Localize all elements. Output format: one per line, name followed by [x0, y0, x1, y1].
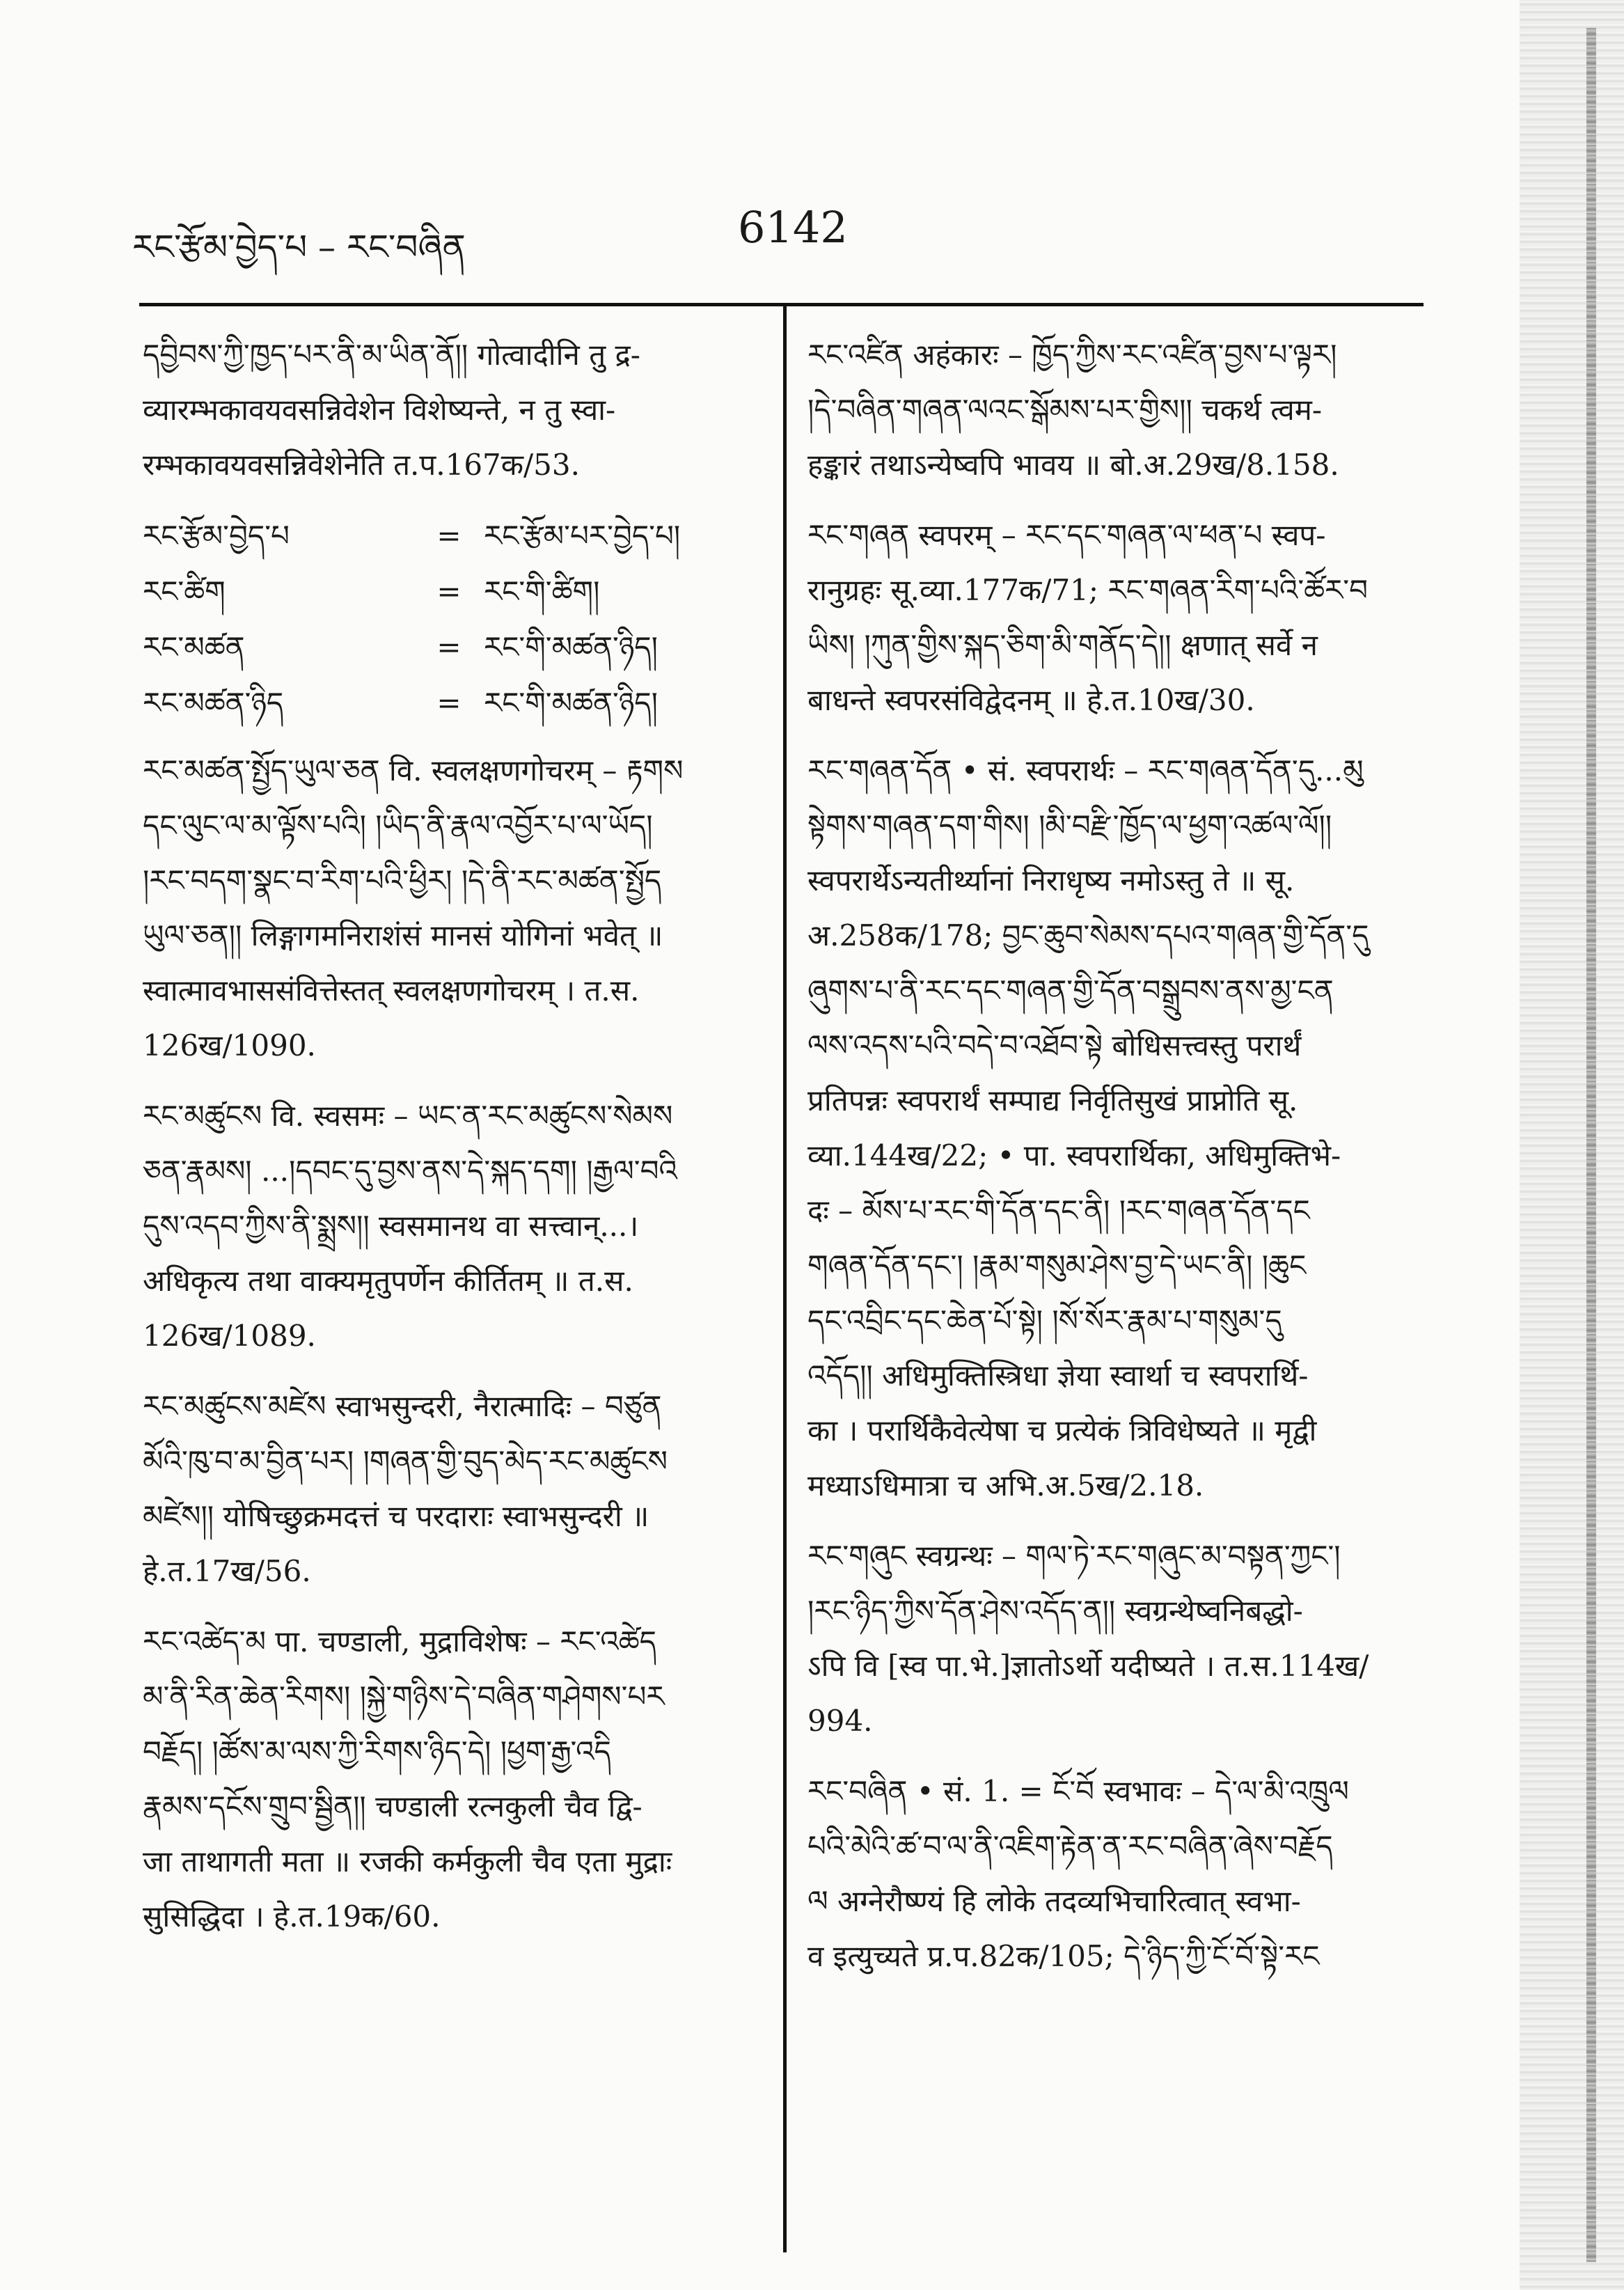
entry-line: ཡིས། །ཀུན་གྱིས་སྐད་ཅིག་མི་གནོད་དེ།། क्षणात् सर्वे न: [807, 628, 1318, 662]
entry-line: ཞུགས་པ་ནི་རང་དང་གཞན་གྱི་དོན་བསྒྲུབས་ནས་མྱ་ངན: [807, 973, 1334, 1007]
entry-line: མོའི་ཁུ་བ་མ་བྱིན་པར། །གཞན་གྱི་བུད་མེད་རང་མཚུངས: [143, 1444, 668, 1478]
dictionary-entry: [143, 743, 766, 1073]
eq-term: རང་མཚན་ཉིད: [143, 685, 284, 720]
entry-line: དབྱིབས་ཀྱི་ཁྱད་པར་ནི་མ་ཡིན་ནོ།། गोत्वादीनि तु द्र-: [143, 338, 640, 372]
entry-line: अधिकृत्य तथा वाक्यमृतुपर्णेन कीर्तितम् ॥ त.स.: [143, 1264, 633, 1298]
entry-line: །རང་ཉིད་ཀྱིས་དོན་ཤེས་འདོད་ན།། स्वग्रन्थेष्वनिबद्धो-: [807, 1594, 1303, 1628]
dictionary-entry: [807, 743, 1427, 1513]
entry-line: स्वपरार्थेऽन्यतीर्थ्यानां निराधृष्य नमोऽस्तु ते ॥ सू.: [807, 863, 1295, 897]
entry-line: ཡུལ་ཅན།། लिङ्गागमनिराशंसं मानसं योगिनां भवेत् ॥: [143, 918, 663, 952]
dictionary-entry: [143, 1088, 766, 1363]
entry-line: का । परार्थिकैवेत्येषा च प्रत्येकं त्रिविधेष्यते ॥ मृद्वी: [807, 1413, 1317, 1448]
entry-line: མ་ནི་རིན་ཆེན་རིགས། །སྐྱེ་གཉིས་དེ་བཞིན་གཤེགས་པར: [143, 1679, 665, 1713]
entry-line: सुसिद्धिदा । हे.त.19क/60.: [143, 1899, 441, 1934]
entry-line: །རང་བདག་སྣང་བ་རིག་པའི་ཕྱིར། །དེ་ནི་རང་མཚན་སྤྱོད: [143, 863, 662, 897]
entry-line: སྟེགས་གཞན་དག་གིས། །མི་བརྫི་ཁྱོད་ལ་ཕྱག་འཚལ་ལོ།།: [807, 808, 1332, 842]
entry-line: དང་ལུང་ལ་མ་ལྟོས་པའི། །ཡིད་ནི་རྣལ་འབྱོར་པ་ལ་ཡོད།: [143, 808, 653, 842]
left-column: [143, 327, 766, 1959]
page-number: 6142: [738, 202, 848, 253]
dictionary-entry: [143, 1379, 766, 1599]
equivalence-row: [143, 619, 766, 675]
header-rule: [139, 303, 1424, 306]
entry-line: प्रतिपन्नः स्वपरार्थं सम्पाद्य निर्वृतिसुखं प्राप्नोति सू.: [807, 1083, 1298, 1117]
eq-term: རང་མཚན: [143, 629, 245, 664]
entry-line: बाधन्ते स्वपरसंविद्वेदनम् ॥ हे.त.10ख/30.: [807, 683, 1255, 717]
column-divider: [783, 303, 787, 2252]
entry-line: रम्भकावयवसन्निवेशेनेति त.प.167क/53.: [143, 448, 580, 482]
entry-line: རང་འཚེད་མ पा. चण्डाली, मुद्राविशेषः – རང་འཚེད: [143, 1624, 656, 1658]
entry-line: व्या.144ख/22; • पा. स्वपरार्थिका, अधिमुक्तिभे-: [807, 1138, 1341, 1173]
equivalence-row: [143, 563, 766, 619]
entry-line: 126ख/1090.: [143, 1028, 316, 1062]
eq-sign: =: [436, 518, 462, 553]
dictionary-entry: [807, 327, 1427, 492]
entry-line: མཛེས།། योषिच्छुक्रमदत्तं च परदाराः स्वाभसुन्दरी ॥: [143, 1499, 649, 1533]
dictionary-entry: [807, 508, 1427, 728]
entry-line: अ.258क/178; བྱང་ཆུབ་སེམས་དཔའ་གཞན་གྱི་དོན་དུ: [807, 918, 1369, 952]
entry-line: འདོད།། अधिमुक्तिस्त्रिधा ज्ञेया स्वार्था च स्वपरार्थि-: [807, 1358, 1309, 1393]
entry-line: स्वात्मावभाससंवित्तेस्तत् स्वलक्षणगोचरम् । त.स.: [143, 973, 640, 1007]
eq-synonym: རང་གི་མཚན་ཉིད།: [484, 629, 658, 664]
entry-line: རང་མཚུངས་མཛེས स्वाभसुन्दरी, नैरात्मादिः – བཙུན: [143, 1389, 662, 1423]
eq-synonym: རང་གི་ཚིག།: [484, 574, 600, 609]
eq-term: རང་ཚིག: [143, 574, 226, 609]
entry-line: རང་མཚུངས वि. स्वसमः – ཡང་ན་རང་མཚུངས་སེམས: [143, 1099, 673, 1133]
entry-line: मध्याऽधिमात्रा च अभि.अ.5ख/2.18.: [807, 1468, 1204, 1503]
entry-line: 994.: [807, 1704, 873, 1738]
entry-line: གཞན་དོན་དང་། །རྣམ་གསུམ་ཤེས་བྱ་དེ་ཡང་ནི། །ཆུང: [807, 1248, 1307, 1283]
entry-line: हङ्कारं तथाऽन्येष्वपि भावय ॥ बो.अ.29ख/8.158.: [807, 448, 1339, 482]
eq-sign: =: [436, 685, 462, 720]
eq-synonym: རང་རྩོམ་པར་བྱེད་པ།: [484, 518, 681, 553]
eq-synonym: རང་གི་མཚན་ཉིད།: [484, 685, 658, 720]
book-spine: [1586, 28, 1596, 2262]
equivalence-row: [143, 508, 766, 563]
entry-line: རྣམས་དངོས་གྲུབ་སྦྱིན།། चण्डाली रत्नकुली चैव द्वि-: [143, 1789, 642, 1824]
entry-line: व इत्युच्यते प्र.प.82क/105; དེ་ཉིད་ཀྱི་ངོ་བོ་སྟེ་རང: [807, 1939, 1320, 1973]
page-header: [132, 202, 1427, 265]
entry-line: རང་མཚན་སྤྱོད་ཡུལ་ཅན वि. स्वलक्षणगोचरम् – རྟགས: [143, 753, 684, 787]
dictionary-entry: [143, 1614, 766, 1944]
entry-line: व्यारम्भकावयवसन्निवेशेन विशेष्यन्ते, न तु स्वा-: [143, 393, 616, 427]
eq-term: རང་རྩོམ་བྱེད་པ: [143, 518, 290, 553]
entry-line: रानुग्रहः सू.व्या.177क/71; རང་གཞན་རིག་པའི་ཚོར་བ: [807, 573, 1368, 607]
equivalence-table: [143, 508, 766, 730]
entry-line: རང་གཞུང स्वग्रन्थः – གལ་ཏེ་རང་གཞུང་མ་བསྟན་ཀྱང་།: [807, 1539, 1341, 1573]
entry-line: जा ताथागती मता ॥ रजकी कर्मकुली चैव एता मुद्राः: [143, 1844, 672, 1879]
entry-line: རང་གཞན་དོན • सं. स्वपरार्थः – རང་གཞན་དོན་དུ...མུ: [807, 753, 1364, 787]
right-column: [807, 327, 1427, 1999]
eq-sign: =: [436, 629, 462, 664]
entry-line: ཅན་རྣམས། ...།དབང་དུ་བྱས་ནས་དེ་སྐད་དག། །རྒྱལ་བའི: [143, 1154, 677, 1188]
entry-line: བརྗོད། །ཚོས་མ་ལས་ཀྱི་རིགས་ཉིད་དེ། །ཕྱག་རྒྱ་འདི: [143, 1734, 611, 1769]
scan-edge: [1520, 0, 1624, 2290]
dictionary-entry: [807, 1528, 1427, 1748]
entry-line: །དེ་བཞིན་གཞན་ལའང་སྒོམས་པར་གྱིས།། चकर्थ त्वम-: [807, 393, 1323, 427]
entry-line: ལས་འདས་པའི་བདེ་བ་འཐོབ་སྟེ बोधिसत्त्वस्तु परार्थं: [807, 1028, 1302, 1062]
entry-line: དུས་འདབ་ཀྱིས་ནི་སྨྲས།། स्वसमानथ वा सत्त्वान्...।: [143, 1209, 639, 1243]
eq-sign: =: [436, 574, 462, 609]
running-head: རང་རྩོམ་བྱེད་པ – རང་བཞིན: [132, 227, 466, 267]
entry-line: པའི་མེའི་ཚ་བ་ལ་ནི་འཇིག་རྟེན་ན་རང་བཞིན་ཞེས་བརྗོད: [807, 1829, 1333, 1863]
entry-line: དང་འབྲིང་དང་ཆེན་པོ་སྟེ། །སོ་སོར་རྣམ་པ་གསུམ་དུ: [807, 1303, 1282, 1338]
dictionary-entry: [807, 1764, 1427, 1984]
entry-line: ऽपि वि [स्व पा.भे.]ज्ञातोऽर्थो यदीष्यते । त.स.114ख/: [807, 1649, 1369, 1683]
entry-line: 126ख/1089.: [143, 1319, 316, 1353]
continuation-entry: [143, 327, 766, 492]
entry-line: རང་བཞིན • सं. 1. = ངོ་བོ स्वभावः – དེ་ལ་མི་འཁྲུལ: [807, 1774, 1349, 1808]
entry-line: दः – མོས་པ་རང་གི་དོན་དང་ནི། །རང་གཞན་དོན་དང: [807, 1193, 1310, 1228]
entry-line: हे.त.17ख/56.: [143, 1554, 311, 1588]
entry-line: རང་འཛིན अहंकारः – ཁྱོད་ཀྱིས་རང་འཛིན་བྱས་པ་ལྟར།: [807, 338, 1337, 372]
entry-line: རང་གཞན स्वपरम् – རང་དང་གཞན་ལ་ཕན་པ स्वप-: [807, 518, 1326, 552]
equivalence-row: [143, 675, 766, 730]
entry-line: ལ अग्नेरौष्ण्यं हि लोके तदव्यभिचारित्वात् स्वभा-: [807, 1884, 1301, 1918]
